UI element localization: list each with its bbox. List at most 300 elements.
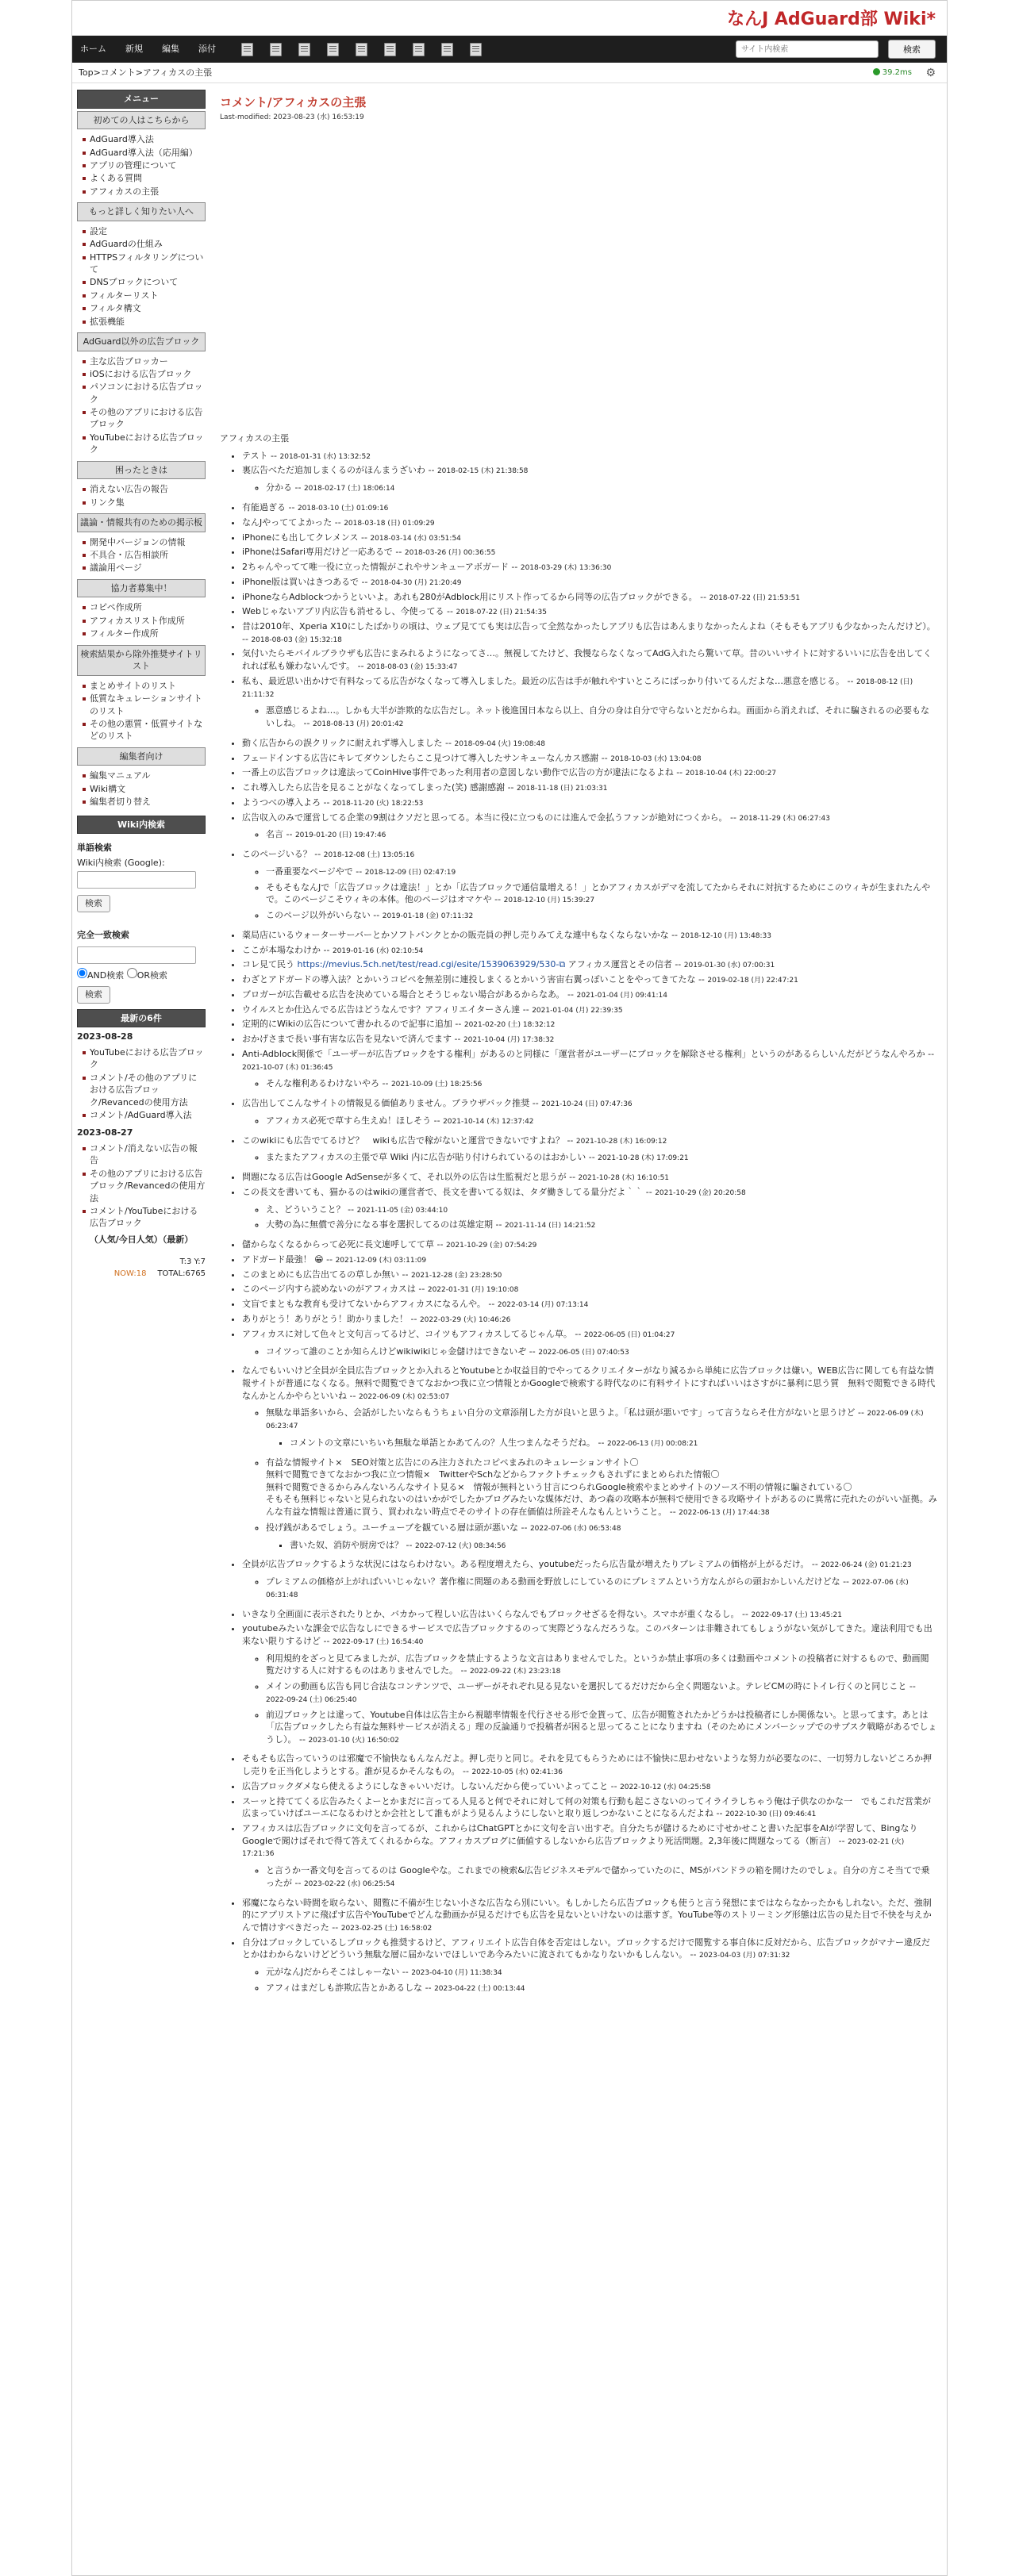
reply-comment: ◦ プレミアムの価格が上がればいいじゃない？著作権に問題のある動画を野放しにしているのにプレミアムという方なんがらの頭おかしいんだけどな -- 2022-07-06 (水) 06:31:48 [266,1576,937,1601]
menu-item[interactable] [82,186,206,198]
comment-text: アドガード最強！ 😁 [242,1253,324,1265]
comment-text: このまとめにも広告出てるの草しか無い [242,1269,399,1280]
menu-item[interactable] [82,770,206,781]
comment-text: 私も、最近思い出かけで有料なってる広告がなくなって導入しました。最近の広告は手が触れやすいところにばっかり付いてるんだよな…悪意を感じる。 [242,675,844,686]
comment-text: 一番上の広告ブロックは違法ってCoinHive事件であった利用者の意図しない動作で広告の方が違法になるよね [242,767,674,778]
menu-item[interactable] [82,381,206,405]
comment-text: え、どういうこと？ [266,1204,345,1215]
menu-item[interactable] [82,680,206,692]
comment-text: 分かる [266,482,292,493]
comment-text: Anti-Adblock関係で「ユーザーが広告ブロックをする権利」があるのと同様に「運営者がユーザーにブロックを解除させる権利」というのがあるらしいんだがどうなんやろか [242,1048,925,1059]
comment-date: 2018-03-18 (日) 01:09:29 [344,519,435,528]
comment-date: 2021-10-28 (木) 16:10:51 [578,1174,670,1183]
and-radio[interactable] [77,968,87,978]
comment-date: 2021-10-29 (金) 07:54:29 [445,1242,537,1250]
search-mode [77,968,206,982]
nav-home-link[interactable]: ホーム [80,44,106,55]
comment-date: 2023-01-10 (火) 16:50:02 [308,1736,399,1745]
menu-item-label: フィルタ構文 [90,303,141,314]
recent-items [77,1140,206,1232]
comment-date: 2022-06-09 (木) 06:23:47 [266,1410,924,1431]
menu-item-label: Wiki構文 [90,783,126,794]
menu-item[interactable] [82,497,206,509]
comment-text: このページ内すら読めないのがアフィカスは [242,1284,416,1295]
comment-text: 気付いたらモバイルブラウザも広告にまみれるようになってさ…。無視してたけど、我慢ならなくなってAdG入れたら驚いて草。昔のいいサイトに対するいいに広告を出してくれれば私も嫌わないんです。 [242,648,932,672]
comment-text: 動く広告からの誤クリックに耐えれず導入しました [242,737,443,748]
backup-icon[interactable] [356,43,367,56]
list-icon[interactable] [384,43,396,56]
external-link-icon: ⧉ [559,959,566,970]
comment: • 裏広告べただ追加しまくるのがほんまうざいわ -- 2018-02-15 (木) 21:38:58 ◦ 分かる -- 2018-02-17 (土) 18:06:14 [242,464,937,494]
comment-text: 名言 [266,829,283,840]
menu-item-label: 設定 [90,225,107,236]
comment-date: 2022-06-24 (金) 01:21:23 [821,1561,912,1570]
comment-date: 2018-11-18 (日) 21:03:31 [517,785,608,793]
menu-section-title: AdGuard以外の広告ブロック [77,332,206,351]
comment-text: コレ見て民う [242,959,294,970]
menu-item-label: 編集者切り替え [90,797,151,808]
recent-item[interactable] [82,1142,206,1167]
comment: • スーッと持ててくる広告みたくよーとかまだに言ってる人見ると何でそれに対して何の対策も行動も起こさないのってイライラしちゃう俺は子供なのかな一 でもこれだ営業が広まっていけばユーエになるわけとか会社として誰もがよう見るんようにしないと取り返しつかないことになるんだよね -- 2022-10-30 (日) 09:46:41 [242,1795,937,1820]
breadcrumb [72,63,947,83]
comment-date: 2022-07-06 (水) 06:31:48 [266,1579,909,1599]
comment-text: 定期的にWikiの広告について書かれるので記事に追加 [242,1019,452,1030]
comment-date: 2018-09-04 (火) 19:08:48 [454,739,545,748]
comment: • 広告出してこんなサイトの情報見る価値ありません。ブラウザバック推奨 -- 2021-10-24 (日) 07:47:36 ◦ アフィカス必死で草すら生えぬ！ほしそう -- 2021-10-14 (木) 12:37:42 [242,1097,937,1127]
reply-list [242,828,937,841]
recent-list [77,1031,206,1231]
comment-date: 2022-06-13 (月) 17:44:38 [679,1509,770,1518]
comment-date: 2018-07-22 (日) 21:54:35 [456,608,547,617]
menu-sections [77,111,206,811]
comment-text: 悪意感じるよね…。しかも大半が詐欺的な広告だし。ネット後進国日本なら以上、自分の身は自分で守らないとだからね。画面から消えれば、それに騙されるの必要もないしね。 [266,705,929,728]
comment-date: 2018-10-03 (水) 13:04:08 [610,754,702,763]
comment: • ようつべの導入よろ -- 2018-11-20 (火) 18:22:53 [242,797,937,809]
comment-text: iPhoneならAdblockつかうといいよ。あれも280がAdblock用にリスト作ってるから同等の広告ブロックができる。 [242,591,698,602]
reply-comment: ◦ 有益な情報サイト× SEO対策と広告にのみ注力されたコピペまみれのキュレーションサイト〇 無料で閲覧できてなおかつ我に立つ情報× TwitterやSchなどからファクトチェックもされずにまとめられた情報〇 無料で閲覧できるからみんないろんなサイト見る× 情報が無料という甘言につられGoogle検索やまとめサイトのソース不明の情報に騙されている〇 そもそも無料じゃないと見られないのはいかがでしたかブログみたいな媒体だけ、あつ森の攻略本が無料で使用できる攻略サイトがあるのに異常に売れたのがいい証拠。みんな有益な情報は普通に買う、買われない時点でそのサイトの存在価値は所詮そんなもんということ。 -- 2022-06-13 (月) 17:44:38 [266,1457,937,1518]
reply-list [242,1576,937,1601]
comment-date: 2018-11-20 (火) 18:22:53 [332,799,424,808]
comment-date: 2018-08-13 (月) 20:01:42 [312,720,404,728]
comment-date: 2018-10-04 (木) 22:00:27 [685,770,777,778]
menu-item[interactable] [82,549,206,561]
menu-item-label: アフィカスの主張 [90,186,160,197]
body [72,83,947,2001]
menu-item-label: AdGuard導入法 [90,134,154,145]
comment-text: そもそもなんJで「広告ブロックは違法！」とか「広告ブロックで通信量増える！」とかアフィカスがデマを流してたからそれに対抗するためにこのウィキが生まれたんやで。このページこそウィキの本体。他のページはオマケや [266,881,931,905]
menu-item[interactable] [82,601,206,613]
menu-list [77,223,206,330]
render-timing [873,67,912,79]
menu-item[interactable] [82,432,206,456]
reply-list [242,866,937,922]
reply-comment: ◦ 前辺ブロックとは違って、Youtube自体は広告主から視聴率情報を代行させる形で金貰って、広告が閲覧されたかどうかは投稿者にしか関係ない。と思ってます。あとは「広告ブロックしたら有益な無料サービスが消える」理の反論通りで投稿者が困ると思ってることになりますね（そのためにメンバーシップでのサブスク戦略があるでしょうし）。 -- 2023-01-10 (火) 16:50:02 [266,1709,937,1746]
menu-item[interactable] [82,536,206,548]
reply-list [242,1115,937,1127]
reply-comment: ◦ またまたアフィカスの主張で草 Wiki 内に広告が貼り付けられているのはおかしい -- 2021-10-28 (木) 17:09:21 [266,1151,937,1164]
comment: • そもそも広告っていうのは邪魔で不愉快なもんなんだよ。押し売りと同じ。それを見てもらうためには不愉快に思わせないような努力が必要なのに、一切努力しないどころか押し売りを正当化しようとする。誰が見るかそんなもの。 -- 2022-10-05 (水) 02:41:36 [242,1753,937,1777]
comment-date: 2018-03-14 (水) 03:51:54 [370,534,461,543]
menu-item[interactable] [82,133,206,145]
counter-row [77,1269,206,1280]
comment-date: 2023-04-03 (月) 07:31:32 [698,1952,790,1960]
comment-date: 2019-02-18 (月) 22:47:21 [707,977,798,985]
page-title[interactable]: コメント/アフィカスの主張 [220,95,367,109]
menu-item-label: 拡張機能 [90,316,125,327]
counter-now: NOW:18 [113,1269,147,1278]
menu-section-title: 編集者向け [77,747,206,766]
comment-text: 大勢の為に無償で善分になる事を選択してるのは英雄定期 [266,1219,493,1230]
recent-item[interactable] [82,1046,206,1071]
comment-date: 2018-12-08 (土) 13:05:16 [323,851,415,860]
comment: • 気付いたらモバイルブラウザも広告にまみれるようになってさ…。無視してたけど、我慢ならなくなってAdG入れたら驚いて草。昔のいいサイトに対するいいに広告を出してくれれば私も嫌わないんです。 -- 2018-08-03 (金) 15:33:47 [242,647,937,672]
menu-item[interactable] [82,238,206,250]
comment-text: わざとアドガードの導入法？とかいうコピペを無差別に連投しまくるとかいう害宙右翼っぽいことをやってきてたな [242,974,696,985]
comment-text: なんでもいいけど全員が全員広告ブロックとか入れるとYoutubeとか収益目的でやってるクリエイターがなり減るから単純に広告ブロックは嫌い。WEB広告に関しても有益な情報サイトが普通になくなる。無料で閲覧できてなおかつ我に立つ情報とかGoogleで検索する時代なのに有料サイトにすればいいはさすがに暴利に思う質 無料で閲覧できる時代なんかとんかやらといいね [242,1365,936,1401]
comment-text: ウイルスとか仕込んでる広告はどうなんです？アフィリエイターさん達 [242,1004,521,1015]
exact-search-button[interactable]: 検索 [77,986,110,1004]
nav-attach-link[interactable]: 添付 [198,44,216,55]
menu-item[interactable] [82,147,206,159]
site-title[interactable]: なんJ AdGuard部 Wiki* [727,10,936,29]
reply-list [242,1077,937,1090]
comment: • なんでもいいけど全員が全員広告ブロックとか入れるとYoutubeとか収益目的でやってるクリエイターがなり減るから単純に広告ブロックは嫌い。WEB広告に関しても有益な情報サイトが普通になくなる。無料で閲覧できてなおかつ我に立つ情報とかGoogleで検索する時代なのに有料サイトにすればいいはさすがに暴利に思う質 無料で閲覧できる時代なんかとんかやらといいね -- 2022-06-09 (木) 02:53:07 ◦ 無駄な単語多いから、会話がしたいならもうちょい自分の文章添削した方が良いと思うよ。「私は頭が悪いです」って言うならそ仕方がないと思うけど -- 2022-06-09 (木) 06:23:47 ▪ コメントの文章にいちいち無駄な単語とかあてんの？人生つまんなそうだね。 -- 2022-06-13 (月) 00:08:21 ◦ 有益な情報サイト× SEO対策と広告にのみ注力されたコピペまみれのキュレーションサイト〇 無料で閲覧できてなおかつ我に立つ情報× TwitterやSchなどからファクトチェックもされずにまとめられた情報〇 無料で閲覧できるからみんないろんなサイト見る× 情報が無料という甘言につられGoogle検索やまとめサイトのソース不明の情報に騙されている〇 そもそも無料じゃないと見られないのはいかがでしたかブログみたいな媒体だけ、あつ森の攻略本が無料で使用できる攻略サイトがあるのに異常に売れたのがいい証拠。みんな有益な情報は普通に買う、買われない時点でそのサイトの存在価値は所詮そんなもんということ。 -- 2022-06-13 (月) 17:44:38 ◦ 投げ銭があるでしょう。ユーチューブを観ている層は頭が悪いな -- 2022-07-06 (水) 06:53:48 ▪ 書いた奴、消防や厨房では？ -- 2022-07-12 (火) 08:34:56 [242,1365,937,1551]
comment-date: 2021-01-04 (月) 09:41:14 [576,991,667,1000]
comment: • ブロガーが広告載せる広告を決めている場合とそうじゃない場合があるからなあ。 -- 2021-01-04 (月) 09:41:14 [242,989,937,1001]
comment-text: テスト [242,450,268,461]
comment-text: 有益な情報サイト× SEO対策と広告にのみ注力されたコピペまみれのキュレーションサイト〇 無料で閲覧できてなおかつ我に立つ情報× TwitterやSchなどからファクトチェックもされずにまとめられた情報〇 無料で閲覧できるからみんないろんなサイト見る× 情報が無料という甘言につられGoogle検索やまとめサイトのソース不明の情報に騙されている〇 そもそも無料じゃないと見られないのはいかがでしたかブログみたいな媒体だけ、あつ森の攻略本が無料で使用できる攻略サイトがあるのに異常に売れたのがいい証拠。みんな有益な情報は普通に買う、買われない時点でそのサイトの存在価値は所詮そんなもんということ。 [266,1457,937,1518]
recent-date: 2023-08-28 [77,1031,133,1042]
comment: • わざとアドガードの導入法？とかいうコピペを無差別に連投しまくるとかいう害宙右翼っぽいことをやってきてたな -- 2019-02-18 (月) 22:47:21 [242,973,937,986]
comment-text: 前辺ブロックとは違って、Youtube自体は広告主から視聴率情報を代行させる形で金貰って、広告が閲覧されたかどうかは投稿者にしか関係ない。と思ってます。あとは「広告ブロックしたら有益な無料サービスが消える」理の反論通りで投稿者が困ると思ってることになりますね（そのためにメンバーシップでのサブスク戦略があるでしょうし）。 [266,1709,937,1745]
menu-item-label: リンク集 [90,497,125,508]
comment-date: 2022-09-17 (土) 13:45:21 [751,1610,842,1619]
google-search-button[interactable]: 検索 [77,895,110,912]
comment-date: 2023-04-22 (土) 00:13:44 [434,1984,525,1993]
comment-text: iPhoneはSafari専用だけど一応あるで [242,547,393,558]
comment-text: コイツって誰のことか知らんけどwikiwikiじゃ金儲けはできないぞ [266,1346,527,1357]
comment-text: youtubeみたいな課金で広告なしにできるサービスで広告ブロックするのって実際どうなんだろうな。このパターンは非難されてもしょうがない気がしてきた。違法利用でも出来ない限りするけど [242,1623,932,1646]
site-search-button[interactable]: 検索 [888,40,936,59]
comment-date: 2018-04-30 (月) 21:20:49 [370,578,462,587]
menu-item[interactable] [82,225,206,237]
comment-date: 2019-01-30 (水) 07:00:31 [683,962,775,970]
reply-comment: ◦ 悪意感じるよね…。しかも大半が詐欺的な広告だし。ネット後進国日本なら以上、自分の身は自分で守らないとだからね。画面から消えれば、それに騙されるの必要もないしね。 -- 2018-08-13 (月) 20:01:42 [266,704,937,729]
nav-edit-link[interactable]: 編集 [162,44,179,55]
comment: • 文盲でまともな教育も受けてないからアフィカスになるんや。 -- 2022-03-14 (月) 07:13:14 [242,1298,937,1311]
comment-date: 2022-03-29 (火) 10:46:26 [419,1316,511,1324]
recent-item-label: コメント/その他のアプリにおける広告ブロック/Revancedの使用方法 [90,1072,198,1108]
comment-text: この長文を書いても、猫かるのはwikiの運営者で、長文を書いてる奴は、タダ働きしてる量分だよ｀｀ [242,1186,644,1197]
comment: • このページ内すら読めないのがアフィカスは -- 2022-01-31 (月) 19:10:08 [242,1283,937,1296]
reply-list [242,1864,937,1889]
reply-list [242,482,937,494]
comment-text: アフィカス運営とその信者 [565,959,672,970]
comment: • このまとめにも広告出てるの草しか無い -- 2021-12-28 (金) 23:28:50 [242,1269,937,1281]
comment-text: 元がなんJだからそこはしゃーない [266,1966,400,1977]
comment-text: またまたアフィカスの主張で草 Wiki 内に広告が貼り付けられているのはおかしい [266,1152,586,1163]
comment: • 有能過ぎる -- 2018-03-10 (土) 01:09:16 [242,501,937,514]
recent-item[interactable] [82,1168,206,1204]
recent-icon[interactable] [413,43,425,56]
reply-list [266,1539,937,1552]
comment-date: 2018-12-10 (月) 13:48:33 [680,931,771,940]
comment-date: 2022-01-31 (月) 19:10:08 [427,1286,519,1295]
menu-item-label: AdGuardの仕組み [90,239,163,250]
comment-date: 2021-02-20 (土) 18:32:12 [463,1021,556,1030]
reply-comment: ◦ メインの動画も広告も同じ合法なコンテンツで、ユーザーがそれぞれ見る見ないを選択してるだけだから全く問題ないよ。テレビCMの時にトイレ行くのと同じこと -- 2022-09-24 (土) 06:25:40 [266,1680,937,1705]
comment-date: 2021-12-28 (金) 23:28:50 [410,1271,502,1280]
menu-item-label: よくある質問 [90,173,142,184]
comment-link[interactable]: https://mevius.5ch.net/test/read.cgi/esite/1539063929/530- [297,959,559,970]
comment: • おかげさまで長い事有害な広告を見ないで済んでます -- 2021-10-04 (月) 17:38:32 [242,1033,937,1046]
menubar [77,90,206,2001]
reply-comment: ◦ 投げ銭があるでしょう。ユーチューブを観ている層は頭が悪いな -- 2022-07-06 (水) 06:53:48 ▪ 書いた奴、消防や厨房では？ -- 2022-07-12 (火) 08:34:56 [266,1522,937,1552]
recent-items [77,1044,206,1123]
nav-new-link[interactable]: 新規 [125,44,143,55]
comment-text: 利用規約をざっと見てみましたが、広告ブロックを禁止するような文言はありませんでした。というか禁止事項の多くは動画やコメントの投稿者に対するもので、動画閲覧だけする人に対するものはありませんでした。 [266,1653,929,1676]
menu-section-title: 初めての人はこちらから [77,111,206,130]
comment-date: 2022-10-05 (水) 02:41:36 [471,1768,563,1777]
menu-list [77,481,206,511]
comment: • ここが本場なわけか -- 2019-01-16 (水) 02:10:54 [242,944,937,957]
reply-list [242,1407,937,1551]
menu-item[interactable] [82,302,206,314]
breadcrumb-comment[interactable]: コメント [100,67,136,78]
reply-list [242,1653,937,1746]
comment-text: 広告ブロックダメなら使えるようにしなきゃいいだけ。しないんだから使っていいよってこと [242,1780,609,1791]
comment-date: 2022-07-12 (火) 08:34:56 [414,1541,506,1550]
comment-date: 2018-11-29 (木) 06:27:43 [739,814,830,823]
reply-comment: ◦ 利用規約をざっと見てみましたが、広告ブロックを禁止するような文言はありませんでした。というか禁止事項の多くは動画やコメントの投稿者に対するもので、動画閲覧だけする人に対するものはありませんでした。 -- 2022-09-22 (木) 23:23:18 [266,1653,937,1677]
menu-item-label: HTTPSフィルタリングについて [90,251,204,274]
menu-item-label: YouTubeにおける広告ブロック [90,432,204,455]
exact-search-input[interactable] [77,946,196,964]
menu-item[interactable] [82,368,206,380]
comment: • この長文を書いても、猫かるのはwikiの運営者で、長文を書いてる奴は、タダ働きしてる量分だよ｀｀ -- 2021-10-29 (金) 20:20:58 ◦ え、どういうこと？ -- 2021-11-05 (金) 03:44:10 ◦ 大勢の為に無償で善分になる事を選択してるのは英雄定期 -- 2021-11-14 (日) 14:21:52 [242,1186,937,1231]
comment: • ウイルスとか仕込んでる広告はどうなんです？アフィリエイターさん達 -- 2021-01-04 (月) 22:39:35 [242,1004,937,1016]
google-search-label: Wiki内検索 (Google): [77,857,165,868]
comment-date: 2022-06-05 (日) 01:04:27 [583,1330,675,1339]
comment: • ありがとう！ありがとう！助かりました！ -- 2022-03-29 (火) 10:46:26 [242,1313,937,1326]
attach-icon[interactable] [241,43,253,56]
reply-list [242,1204,937,1232]
comment-date: 2018-08-03 (金) 15:33:47 [367,663,458,672]
breadcrumb-sep: > [93,67,101,78]
comment-text: ブロガーが広告載せる広告を決めている場合とそうじゃない場合があるからなあ。 [242,989,565,1000]
reply-comment: ◦ 名言 -- 2019-01-20 (日) 19:47:46 [266,828,937,841]
comment-text: なんJやっててよかった [242,516,333,528]
comment: • アドガード最強！ 😁 -- 2021-12-09 (木) 03:11:09 [242,1253,937,1266]
menu-item-label: アプリの管理について [90,160,177,171]
ad-space [220,123,937,432]
comment: • 広告収入のみで運営してる企業の9割はクソだと思ってる。本当に役に立つものには進んで金払うファンが絶対につくから。 -- 2018-11-29 (木) 06:27:43 ◦ 名言 -- 2019-01-20 (日) 19:47:46 [242,812,937,842]
comment-text: 自分はブロックしているしブロックも推奨するけど、アフィリエイト広告自体を否定はしない。ブロックするだけで閲覧する事自体に反対だから、広告ブロックがマナー違反だとかはわからないけどどういう無駄な層に届かないでほしいであ今みたいに流されてもかなりないかもしんない。 [242,1937,931,1960]
comment-text: これ導入したら広告を見ることがなくなってしまった(笑) 感謝感謝 [242,782,506,793]
menu-item[interactable] [82,276,206,288]
comment: • このwikiにも広告でてるけど？ wikiも広告で稼がないと運営できないですよね？ -- 2021-10-28 (木) 16:09:12 ◦ またまたアフィカスの主張で草 Wiki 内に広告が貼り付けられているのはおかしい -- 2021-10-28 (木) 17:09:21 [242,1134,937,1165]
comment-text: コメントの文章にいちいち無駄な単語とかあてんの？人生つまんなそうだね。 [290,1437,595,1448]
menu-item[interactable] [82,796,206,808]
breadcrumb-top[interactable]: Top [79,67,94,78]
menu-item-label: コピペ作成所 [90,602,142,613]
comment: • iPhoneにも出してクレメンス -- 2018-03-14 (水) 03:51:54 [242,532,937,544]
reply-list [242,1151,937,1164]
reply-comment: ◦ 分かる -- 2018-02-17 (土) 18:06:14 [266,482,937,494]
menu-item[interactable] [82,251,206,276]
diff-icon[interactable] [327,43,339,56]
recent-item[interactable] [82,1072,206,1108]
google-search-input[interactable] [77,871,196,889]
menu-item-label: 編集マニュアル [90,770,151,781]
comment-date: 2022-09-24 (土) 06:25:40 [266,1695,357,1704]
comment-text: フェードインする広告にキレてダウンしたらここ見つけて導入したサンキューなんカス感謝 [242,752,599,763]
recent-item-label: コメント/AdGuard導入法 [90,1109,192,1120]
comment-text: アフィカス必死で草すら生えぬ！ほしそう [266,1115,432,1126]
comment-text: メインの動画も広告も同じ合法なコンテンツで、ユーザーがそれぞれ見る見ないを選択してるだけだから全く問題ないよ。テレビCMの時にトイレ行くのと同じこと [266,1681,907,1692]
menu-item-label: 消えない広告の報告 [90,484,168,495]
menu-item-label: AdGuard導入法（応用編） [90,147,198,158]
comment-text: このwikiにも広告でてるけど？ wikiも広告で稼がないと運営できないですよね？ [242,1134,564,1146]
or-radio[interactable] [127,968,137,978]
reply-comment: ◦ 一番重要なページやで -- 2018-12-09 (日) 02:47:19 [266,866,937,878]
comment-date: 2018-03-10 (土) 01:09:16 [297,504,389,513]
menu-item[interactable] [82,693,206,717]
menu-item[interactable] [82,562,206,574]
site-search-input[interactable] [736,40,879,58]
comment: • iPhoneならAdblockつかうといいよ。あれも280がAdblock用にリスト作ってるから同等の広告ブロックができる。 -- 2018-07-22 (日) 21:53:51 [242,591,937,604]
comment: • これ導入したら広告を見ることがなくなってしまった(笑) 感謝感謝 -- 2018-11-18 (日) 21:03:31 [242,781,937,794]
recent-item-label: コメント/YouTubeにおける広告ブロック [90,1205,198,1229]
comment-text: スーッと持ててくる広告みたくよーとかまだに言ってる人見ると何でそれに対して何の対策も行動も起こさないのってイライラしちゃう俺は子供なのかな一 でもこれだ営業が広まっていけばユーエになるわけとか会社として誰もがよう見るんようにしないと取り返しつかないことになるんだよね [242,1795,932,1819]
menu-item[interactable] [82,406,206,431]
comment-date: 2023-04-10 (月) 11:38:34 [411,1968,502,1977]
comment-date: 2021-12-09 (木) 03:11:09 [335,1256,427,1265]
comment: • 定期的にWikiの広告について書かれるので記事に追加 -- 2021-02-20 (土) 18:32:12 [242,1018,937,1031]
menu-list [77,353,206,459]
reply-comment: ◦ このページ以外がいらない -- 2019-01-18 (金) 07:11:32 [266,909,937,922]
search-icon[interactable] [441,43,453,56]
comment: • このページいる？ -- 2018-12-08 (土) 13:05:16 ◦ 一番重要なページやで -- 2018-12-09 (日) 02:47:19 ◦ そもそもなんJで「広告ブロックは違法！」とか「広告ブロックで通信量増える！」とかアフィカスがデマを流してたからそれに対抗するためにこのウィキが生まれたんやで。このページこそウィキの本体。他のページはオマケや -- 2018-12-10 (月) 15:39:27 ◦ このページ以外がいらない -- 2019-01-18 (金) 07:11:32 [242,848,937,922]
comment-date: 2021-10-28 (木) 17:09:21 [598,1154,689,1163]
comment: • 全員が広告ブロックするような状況にはならわけない。ある程度増えたら、youtubeだったら広告量が増えたりプレミアムの価格が上がるだけ。 -- 2022-06-24 (金) 01:21:23 ◦ プレミアムの価格が上がればいいじゃない？著作権に問題のある動画を野放しにしているのにプレミアムという方なんがらの頭おかしいんだけどな -- 2022-07-06 (水) 06:31:48 [242,1558,937,1600]
menu-item-label: その他のアプリにおける広告ブロック [90,407,203,430]
gear-icon[interactable]: ⚙ [925,67,936,79]
comment-date: 2023-02-25 (土) 16:58:02 [340,1924,433,1933]
menu-item-label: その他の悪質・低質サイトなどのリスト [90,718,203,742]
comment-text: ここが本場なわけか [242,944,321,955]
menu-list [77,678,206,745]
breadcrumb-sep: > [135,67,143,78]
comment-text: このページいる？ [242,849,312,860]
reply-comment: ◦ と言うか一番文句を言ってるのは Googleやな。これまでの検索&広告ビジネスモデルで儲かっていたのに、MSがパンドラの箱を開けたのでしょ。自分の方こそ当てで乗ったが -- 2023-02-22 (水) 06:25:54 [266,1864,937,1889]
comment-date: 2022-09-22 (木) 23:23:18 [469,1668,561,1676]
comment-text: アフィはまだしも詐欺広告とかあるしな [266,1982,423,1993]
comment: • フェードインする広告にキレてダウンしたらここ見つけて導入したサンキューなんカス感謝 -- 2018-10-03 (水) 13:04:08 [242,752,937,765]
menu-item[interactable] [82,316,206,328]
comment-text: アフィカスに対して色々と文句言ってるけど、コイツもアフィカスしてるじゃん草。 [242,1328,572,1339]
menu-item[interactable] [82,290,206,301]
recent-item[interactable] [82,1109,206,1121]
recent-item-label: コメント/消えない広告の報告 [90,1142,198,1166]
comment-date: 2021-10-04 (月) 17:38:32 [463,1036,555,1045]
counter-total: TOTAL:6765 [157,1269,206,1278]
comment: • 薬局店にいるウォーターサーバーとかソフトバンクとかの販売員の押し売りみてえな連中もなくならないかな -- 2018-12-10 (月) 13:48:33 [242,929,937,942]
comment-date: 2021-10-29 (金) 20:20:58 [655,1188,746,1197]
navbar [72,36,947,63]
comment-date: 2018-07-22 (日) 21:53:51 [709,593,801,602]
comment-date: 2022-10-30 (日) 09:46:41 [725,1810,817,1819]
comment-date: 2021-10-14 (木) 12:37:42 [443,1117,534,1126]
comment-text: ありがとう！ありがとう！助かりました！ [242,1314,408,1324]
rename-icon[interactable] [298,43,310,56]
comment-date: 2023-02-21 (火) 17:21:36 [242,1837,905,1859]
comment-text: 問題になる広告はGoogle AdSenseが多くて、それ以外の広告は生監視だと思うが [242,1172,567,1183]
comment-date: 2022-03-14 (月) 07:13:14 [497,1301,589,1310]
comment: • Webじゃないアプリ内広告も消せるし、今使ってる -- 2018-07-22 (日) 21:54:35 [242,605,937,618]
menu-item[interactable] [82,718,206,743]
counter-today: T:3 Y:7 [179,1257,206,1267]
menu-item-label: フィルターリスト [90,290,159,301]
reply-list [242,1966,937,1994]
comment-text: アフィカスは広告ブロックに文句を言ってるが、これからはChatGPTとかに文句を言い出すぞ。自分たちが儲けるために寸せかせこと書いた記事をAIが学習して、BingなりGoogleで聞けばそれで得て答えてくれるからな。アフィカスブログに価値するしないから広告ブロックより死活問題。2,3年後に問題なってる（断言） [242,1823,918,1846]
comment-date: 2018-03-26 (月) 00:36:55 [404,549,496,558]
recent-footer-link[interactable]: （人気/今日人気）（最新） [89,1234,194,1245]
comment: • 一番上の広告ブロックは違法ってCoinHive事件であった利用者の意図しない動作で広告の方が違法になるよね -- 2018-10-04 (木) 22:00:27 [242,766,937,779]
comment-text: 裏広告べただ追加しまくるのがほんまうざいわ [242,465,425,476]
comment-date: 2018-12-09 (日) 02:47:19 [364,868,456,877]
menu-item[interactable] [82,628,206,639]
header [72,1,947,36]
comment-date: 2021-01-04 (月) 22:39:35 [532,1006,623,1015]
comment: • 私も、最近思い出かけで有料なってる広告がなくなって導入しました。最近の広告は手が触れやすいところにばっかり付いてるんだよな…悪意を感じる。 -- 2018-08-12 (日) 21:11:32 ◦ 悪意感じるよね…。しかも大半が詐欺的な広告だし。ネット後進国日本なら以上、自分の身は自分で守らないとだからね。画面から消えれば、それに騙されるの必要もないしね。 -- 2018-08-13 (月) 20:01:42 [242,675,937,730]
recent-head: 最新の6件 [77,1009,206,1028]
simple-search-label: 単語検索 [77,843,112,854]
menu-item[interactable] [82,355,206,367]
comment-text: 昔は2010年、Xperia X10にしたばかりの頃は、ウェブ見てても実は広告って全然なかったしアプリも広告はあんまりなかったんよね（そもそもアプリも少なかったんだけど）。 [242,621,936,632]
menu-item[interactable] [82,172,206,184]
comment-date: 2022-10-12 (水) 04:25:58 [620,1783,711,1791]
comment: • コレ見て民う https://mevius.5ch.net/test/read.cgi/esite/1539063929/530-⧉ アフィカス運営とその信者 -- 2019-01-30 (水) 07:00:31 [242,958,937,971]
menu-item-label: アフィカスリスト作成所 [90,615,185,626]
menu-section-title: もっと詳しく知りたい人へ [77,202,206,221]
menu-item[interactable] [82,783,206,795]
menu-item[interactable] [82,483,206,495]
comment-text: 2ちゃんやってて唯一役に立った情報がこれやサンキューアボガード [242,562,509,573]
comment-text: 投げ銭があるでしょう。ユーチューブを観ている層は頭が悪いな [266,1522,519,1533]
recent-item-label: YouTubeにおける広告ブロック [90,1047,204,1070]
menu-item[interactable] [82,615,206,627]
comment-date: 2021-10-07 (木) 01:36:45 [242,1063,333,1072]
reply-comment: ◦ 元がなんJだからそこはしゃーない -- 2023-04-10 (月) 11:38:34 [266,1966,937,1979]
menu-item[interactable] [82,159,206,171]
recent-item[interactable] [82,1205,206,1230]
comment-date: 2021-11-14 (日) 14:21:52 [504,1222,596,1230]
help-icon[interactable] [470,43,482,56]
comment-text: 一番重要なページやで [266,866,353,877]
comment: • 儲からなくなるからって必死に長文連呼してて草 -- 2021-10-29 (金) 07:54:29 [242,1238,937,1251]
comment-date: 2018-01-31 (水) 13:32:52 [279,452,371,461]
comment-date: 2021-11-05 (金) 03:44:10 [356,1206,448,1215]
toolbar-icons [241,43,482,56]
reply-comment: ◦ そもそもなんJで「広告ブロックは違法！」とか「広告ブロックで通信量増える！」とかアフィカスがデマを流してたからそれに対抗するためにこのウィキが生まれたんやで。このページこそウィキの本体。他のページはオマケや -- 2018-12-10 (月) 15:39:27 [266,881,937,906]
comment-date: 2022-06-13 (月) 00:08:21 [606,1439,698,1448]
comment-date: 2021-10-24 (日) 07:47:36 [541,1100,633,1109]
comment-date: 2022-09-17 (土) 16:54:40 [332,1637,424,1646]
copy-icon[interactable] [270,43,282,56]
comment-text: iPhone版は買いはきつあるで [242,576,360,587]
menu-section-title: 議論・情報共有のための掲示板 [77,513,206,532]
